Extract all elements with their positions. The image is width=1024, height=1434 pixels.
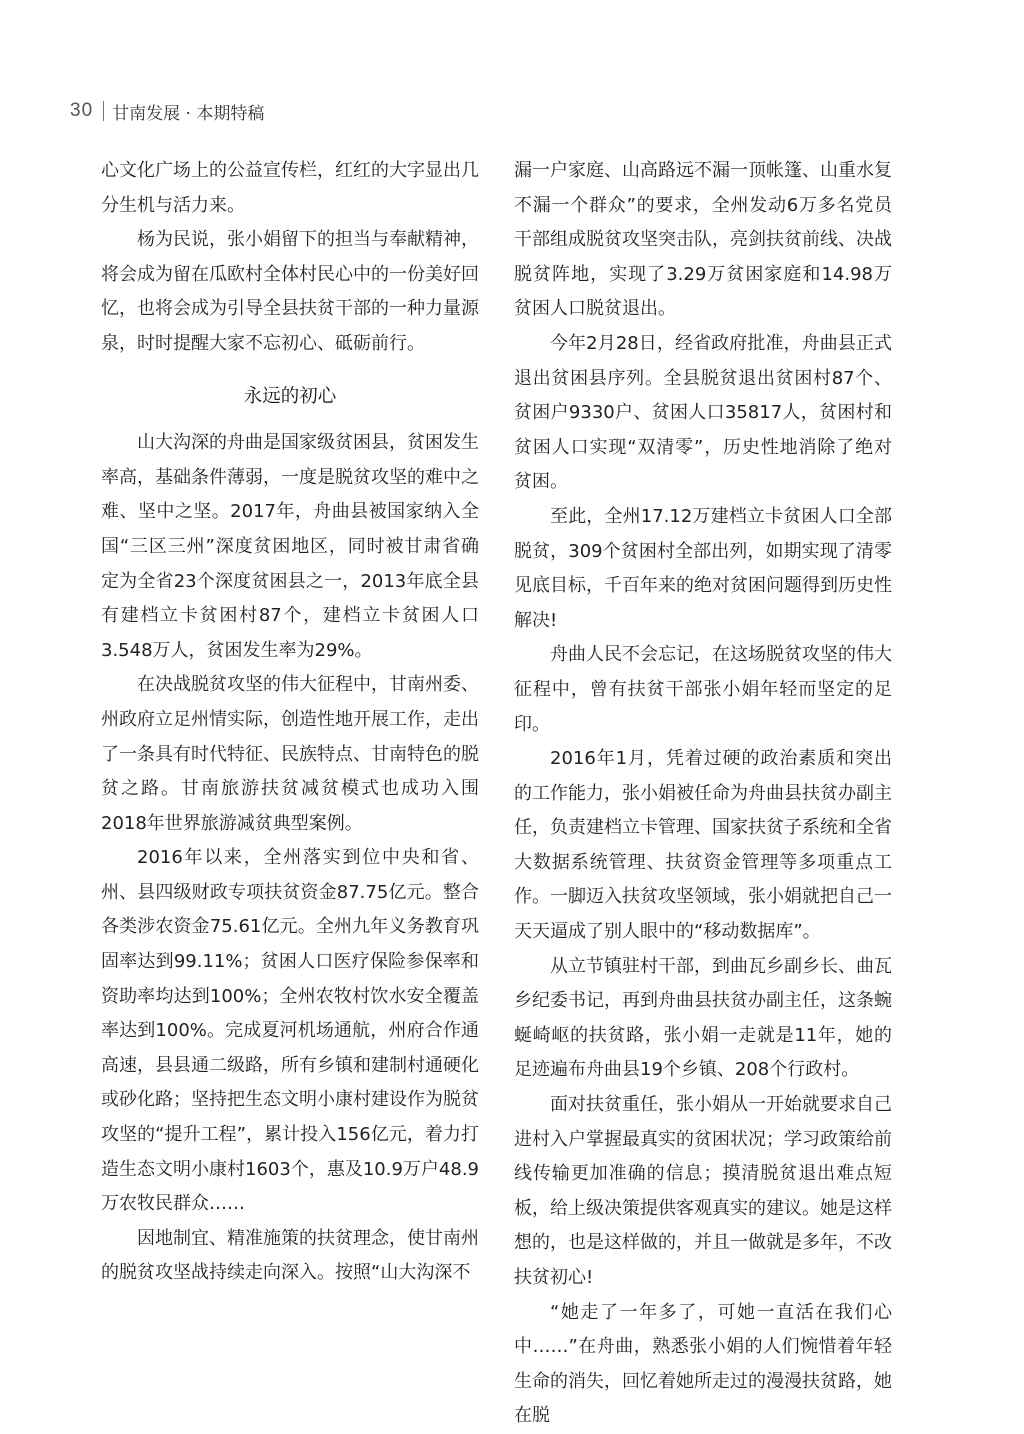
paragraph: 至此，全州17.12万建档立卡贫困人口全部脱贫，309个贫困村全部出列，如期实现了清零见底目标，千百年来的绝对贫困问题得到历史性解决! xyxy=(514,505,892,631)
paragraph: 在决战脱贫攻坚的伟大征程中，甘南州委、州政府立足州情实际，创造性地开展工作，走出了一条具有时代特征、民族特点、甘南特色的脱贫之路。甘南旅游扶贫减贫模式也成功入围2018年世界旅游减贫典型案例。 xyxy=(101,674,479,834)
header-divider xyxy=(103,101,104,121)
page-number: 30 xyxy=(70,100,94,121)
right-column xyxy=(514,154,892,1434)
running-header xyxy=(70,98,264,124)
paragraph: 杨为民说，张小娟留下的担当与奉献精神，将会成为留在瓜欧村全体村民心中的一份美好回忆，也将会成为引导全县扶贫干部的一种力量源泉，时时提醒大家不忘初心、砥砺前行。 xyxy=(101,229,479,354)
paragraph: 2016年以来，全州落实到位中央和省、州、县四级财政专项扶贫资金87.75亿元。整合各类涉农资金75.61亿元。全州九年义务教育巩固率达到99.11%；贫困人口医疗保险参保率和资助率均达到100%；全州农牧村饮水安全覆盖率达到100%。完成夏河机场通航，州府合作通高速，县县通二级路，所有乡镇和建制村通硬化或砂化路；坚持把生态文明小康村建设作为脱贫攻坚的“提升工程”，累计投入156亿元，着力打造生态文明小康村1603个，惠及10.9万户48.9万农牧民群众…… xyxy=(101,847,479,1215)
paragraph: 2016年1月，凭着过硬的政治素质和突出的工作能力，张小娟被任命为舟曲县扶贫办副主任，负责建档立卡管理、国家扶贫子系统和全省大数据系统管理、扶贫资金管理等多项重点工作。一脚迈入扶贫攻坚领域，张小娟就把自己一天天逼成了别人眼中的“移动数据库”。 xyxy=(514,748,892,943)
left-column xyxy=(101,154,479,1291)
paragraph: 心文化广场上的公益宣传栏，红红的大字显出几分生机与活力来。 xyxy=(101,160,479,216)
paragraph: 舟曲人民不会忘记，在这场脱贫攻坚的伟大征程中，曾有扶贫干部张小娟年轻而坚定的足印。 xyxy=(514,644,892,735)
paragraph: 从立节镇驻村干部，到曲瓦乡副乡长、曲瓦乡纪委书记，再到舟曲县扶贫办副主任，这条蜿蜒崎岖的扶贫路，张小娟一走就是11年，她的足迹遍布舟曲县19个乡镇、208个行政村。 xyxy=(514,955,892,1081)
paragraph: 面对扶贫重任，张小娟从一开始就要求自己进村入户掌握最真实的贫困状况；学习政策给前线传输更加准确的信息；摸清脱贫退出难点短板，给上级决策提供客观真实的建议。她是这样想的，也是这样做的，并且一做就是多年，不改扶贫初心! xyxy=(514,1094,892,1288)
paragraph: 漏一户家庭、山高路远不漏一顶帐篷、山重水复不漏一个群众”的要求，全州发动6万多名党员干部组成脱贫攻坚突击队，亮剑扶贫前线、决战脱贫阵地，实现了3.29万贫困家庭和14.98万贫困人口脱贫退出。 xyxy=(514,160,892,320)
paragraph: 山大沟深的舟曲是国家级贫困县，贫困发生率高，基础条件薄弱，一度是脱贫攻坚的难中之难、坚中之坚。2017年，舟曲县被国家纳入全国“三区三州”深度贫困地区，同时被甘肃省确定为全省23个深度贫困县之一，2013年底全县有建档立卡贫困村87个，建档立卡贫困人口3.548万人，贫困发生率为29%。 xyxy=(101,432,479,661)
paragraph: 因地制宜、精准施策的扶贫理念，使甘南州的脱贫攻坚战持续走向深入。按照“山大沟深不 xyxy=(101,1227,479,1284)
paragraph: 今年2月28日，经省政府批准，舟曲县正式退出贫困县序列。全县脱贫退出贫困村87个、贫困户9330户、贫困人口35817人，贫困村和贫困人口实现“双清零”，历史性地消除了绝对贫困。 xyxy=(514,332,892,493)
section-heading: 永远的初心 xyxy=(243,385,337,407)
publication-title: 甘南发展 · 本期特稿 xyxy=(112,103,265,124)
paragraph: “她走了一年多了，可她一直活在我们心中……”在舟曲，熟悉张小娟的人们惋惜着年轻生命的消失，回忆着她所走过的漫漫扶贫路，她在脱 xyxy=(514,1301,892,1427)
